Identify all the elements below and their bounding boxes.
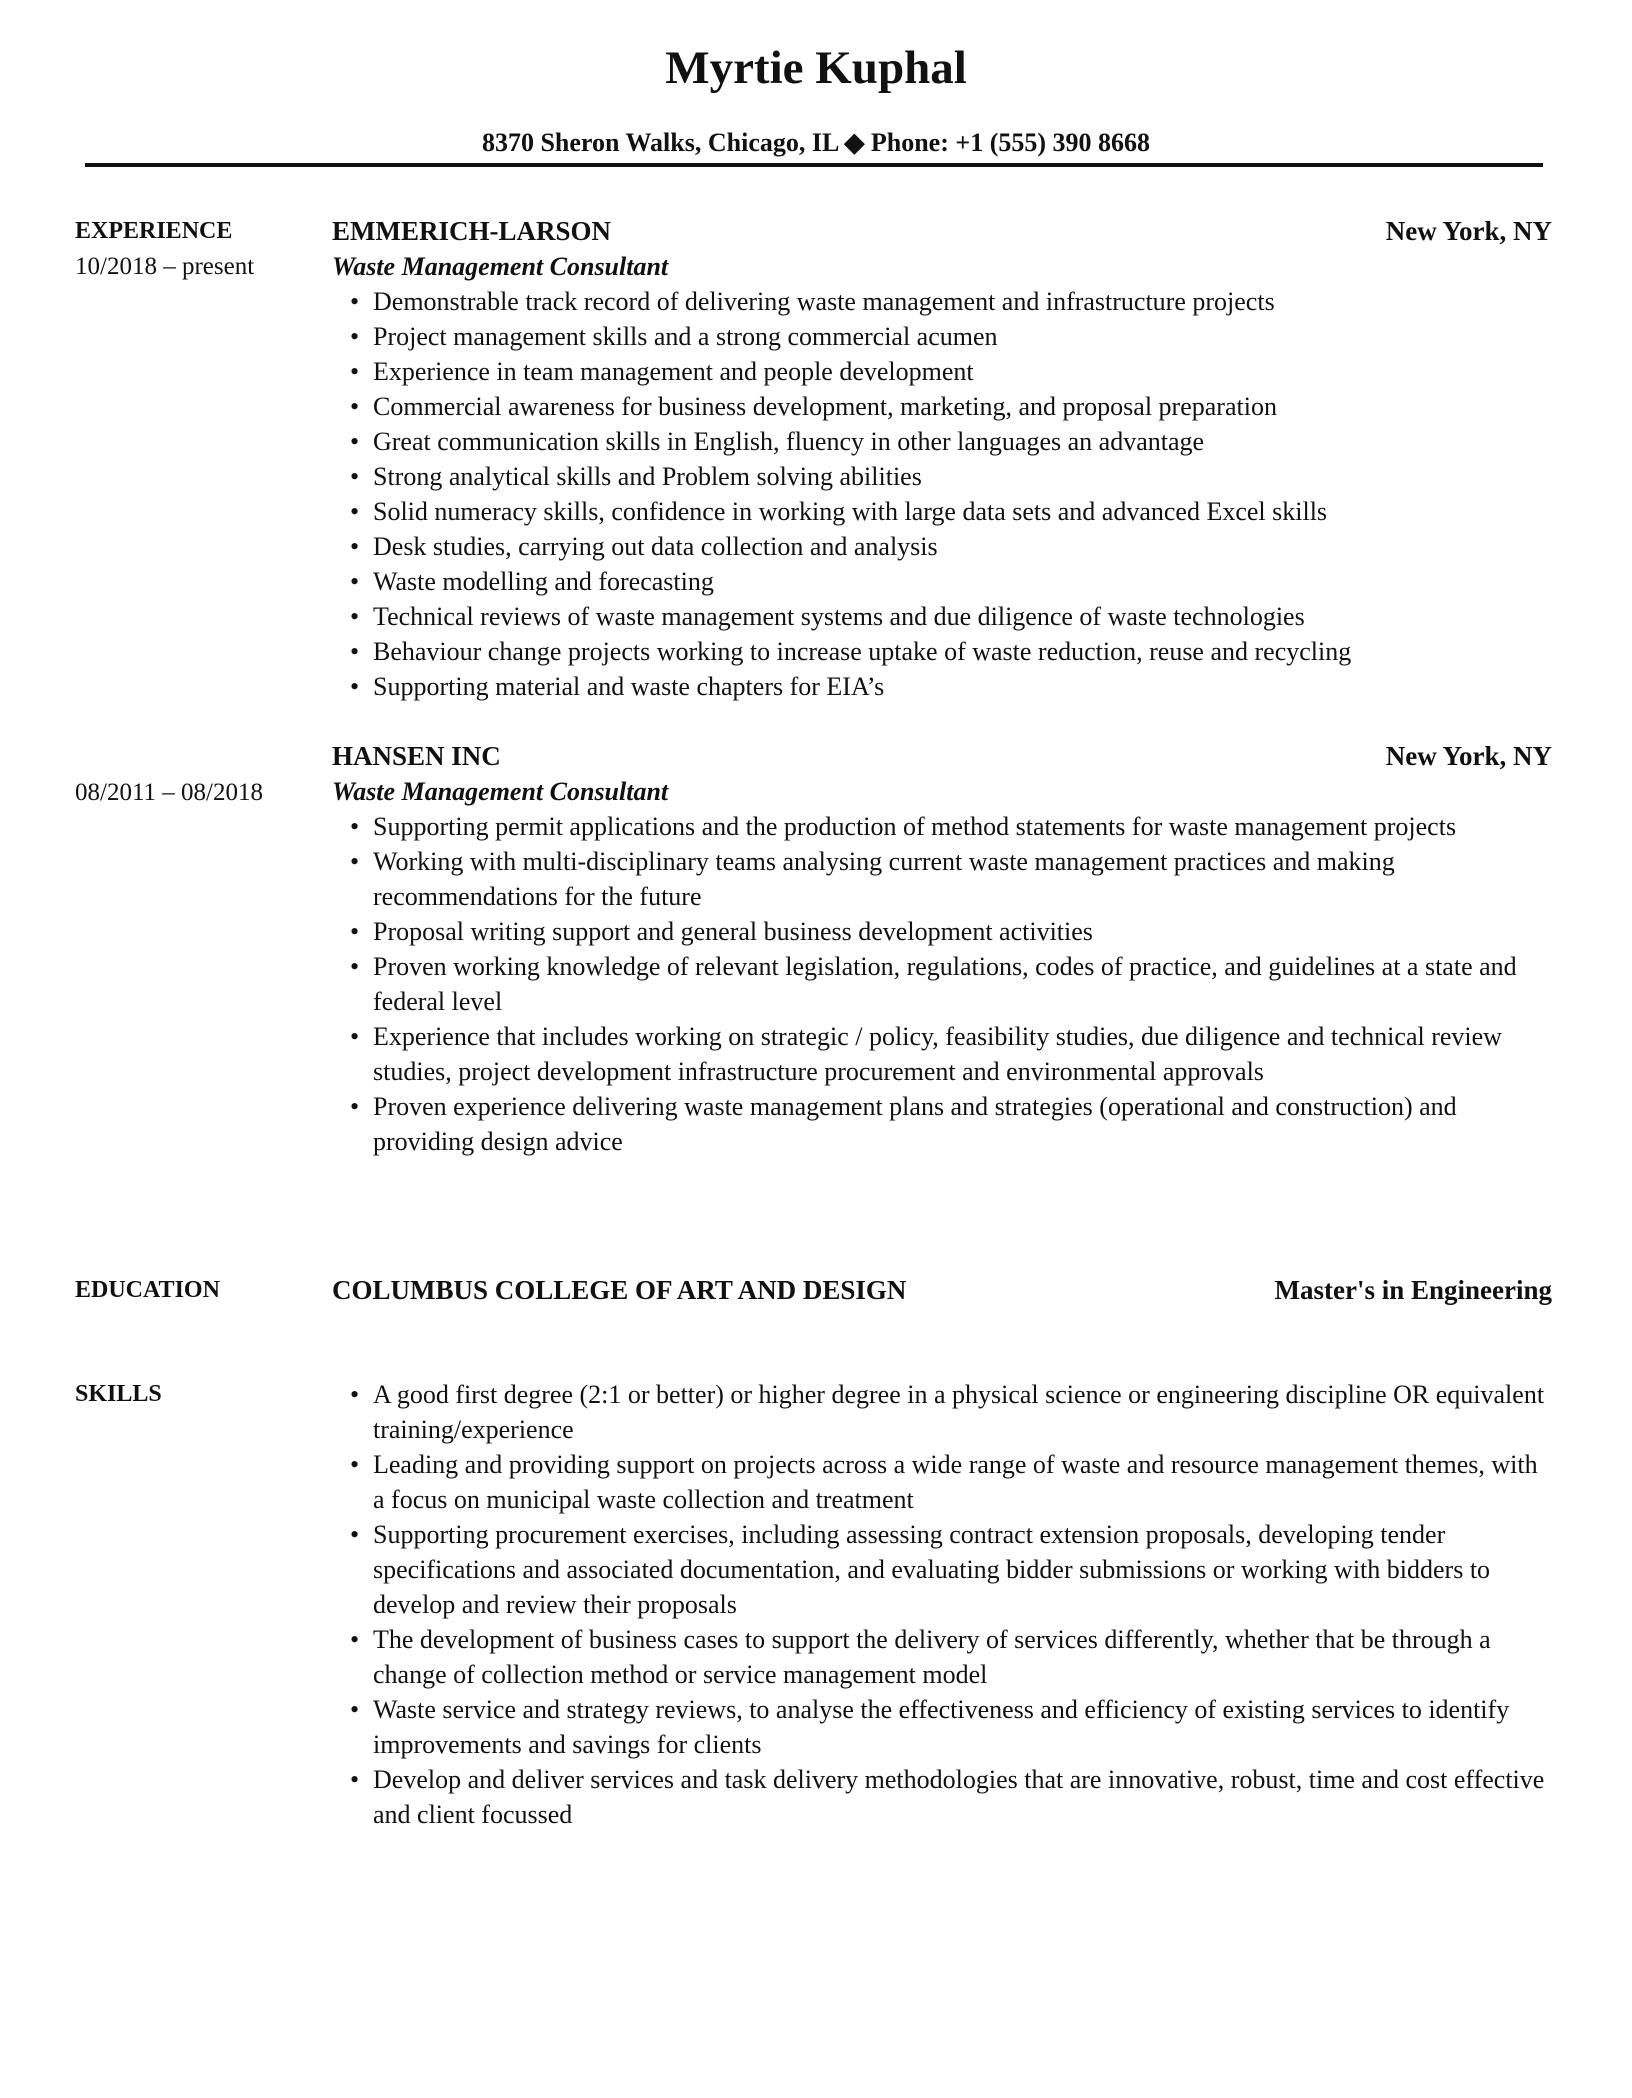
bullet-item: • Desk studies, carrying out data collection and analysis [373,529,1552,564]
bullet-item: • Experience in team management and people development [373,354,1552,389]
job-bullets [332,809,1552,1159]
bullet-item: • Proven working knowledge of relevant legislation, regulations, codes of practice, and guidelines at a state and federal level [373,949,1522,1019]
job-location: New York, NY [1385,216,1552,246]
job-entry [332,214,1552,704]
section-label-experience: EXPERIENCE [75,218,233,244]
bullet-item: • Supporting permit applications and the production of method statements for waste management projects [373,809,1522,844]
skills-section [75,1377,1552,1832]
job-title: Waste Management Consultant [332,252,669,281]
bullet-item: • Proposal writing support and general business development activities [373,914,1522,949]
job-title: Waste Management Consultant [332,777,669,806]
candidate-name: Myrtie Kuphal [665,42,967,94]
section-label-skills: SKILLS [75,1381,162,1407]
bullet-item: • Behaviour change projects working to increase uptake of waste reduction, reuse and recycling [373,634,1552,669]
bullet-item: • Strong analytical skills and Problem solving abilities [373,459,1552,494]
bullet-item: • Demonstrable track record of delivering waste management and infrastructure projects [373,284,1552,319]
bullet-item: • A good first degree (2:1 or better) or higher degree in a physical science or engineering discipline OR equivalent training/experience [373,1377,1552,1447]
bullet-item: • Project management skills and a strong commercial acumen [373,319,1552,354]
bullet-item: • Great communication skills in English, fluency in other languages an advantage [373,424,1552,459]
job-entry-wrapper [75,739,1552,1159]
bullet-item: • Leading and providing support on projects across a wide range of waste and resource management themes, with a focus on municipal waste collection and treatment [373,1447,1552,1517]
contact-line: 8370 Sheron Walks, Chicago, IL ◆ Phone: +1 (555) 390 8668 [481,128,1151,157]
job-bullets [332,284,1552,704]
skills-bullets [332,1377,1552,1832]
experience-section [75,214,1552,1159]
education-section [75,1273,1552,1308]
bullet-item: • Develop and deliver services and task delivery methodologies that are innovative, robust, time and cost effective and client focussed [373,1762,1552,1832]
bullet-item: • Solid numeracy skills, confidence in working with large data sets and advanced Excel skills [373,494,1552,529]
header-divider [85,163,1543,167]
company-name: EMMERICH-LARSON [332,216,612,246]
degree: Master's in Engineering [1274,1275,1552,1305]
bullet-item: • Technical reviews of waste management systems and due diligence of waste technologies [373,599,1552,634]
job-entry [332,739,1552,1159]
company-name: HANSEN INC [332,741,501,771]
job-date: 08/2011 – 08/2018 [75,779,263,806]
bullet-item: • Waste modelling and forecasting [373,564,1552,599]
school-name: COLUMBUS COLLEGE OF ART AND DESIGN [332,1275,907,1305]
bullet-item: • Supporting procurement exercises, including assessing contract extension proposals, developing tender specifications and associated documentation, and evaluating bidder submissions or working with bidders to develop and review their proposals [373,1517,1552,1622]
job-date: 10/2018 – present [75,253,255,280]
bullet-item: • Working with multi-disciplinary teams analysing current waste management practices and making recommendations for the future [373,844,1522,914]
bullet-item: • Supporting material and waste chapters for EIA’s [373,669,1552,704]
section-label-education: EDUCATION [75,1277,220,1303]
bullet-item: • Proven experience delivering waste management plans and strategies (operational and construction) and providing design advice [373,1089,1522,1159]
bullet-item: • Experience that includes working on strategic / policy, feasibility studies, due diligence and technical review studies, project development infrastructure procurement and environmental approvals [373,1019,1522,1089]
bullet-item: • The development of business cases to support the delivery of services differently, whether that be through a change of collection method or service management model [373,1622,1552,1692]
bullet-item: • Commercial awareness for business development, marketing, and proposal preparation [373,389,1552,424]
bullet-item: • Waste service and strategy reviews, to analyse the effectiveness and efficiency of existing services to identify improvements and savings for clients [373,1692,1552,1762]
job-location: New York, NY [1385,741,1552,771]
